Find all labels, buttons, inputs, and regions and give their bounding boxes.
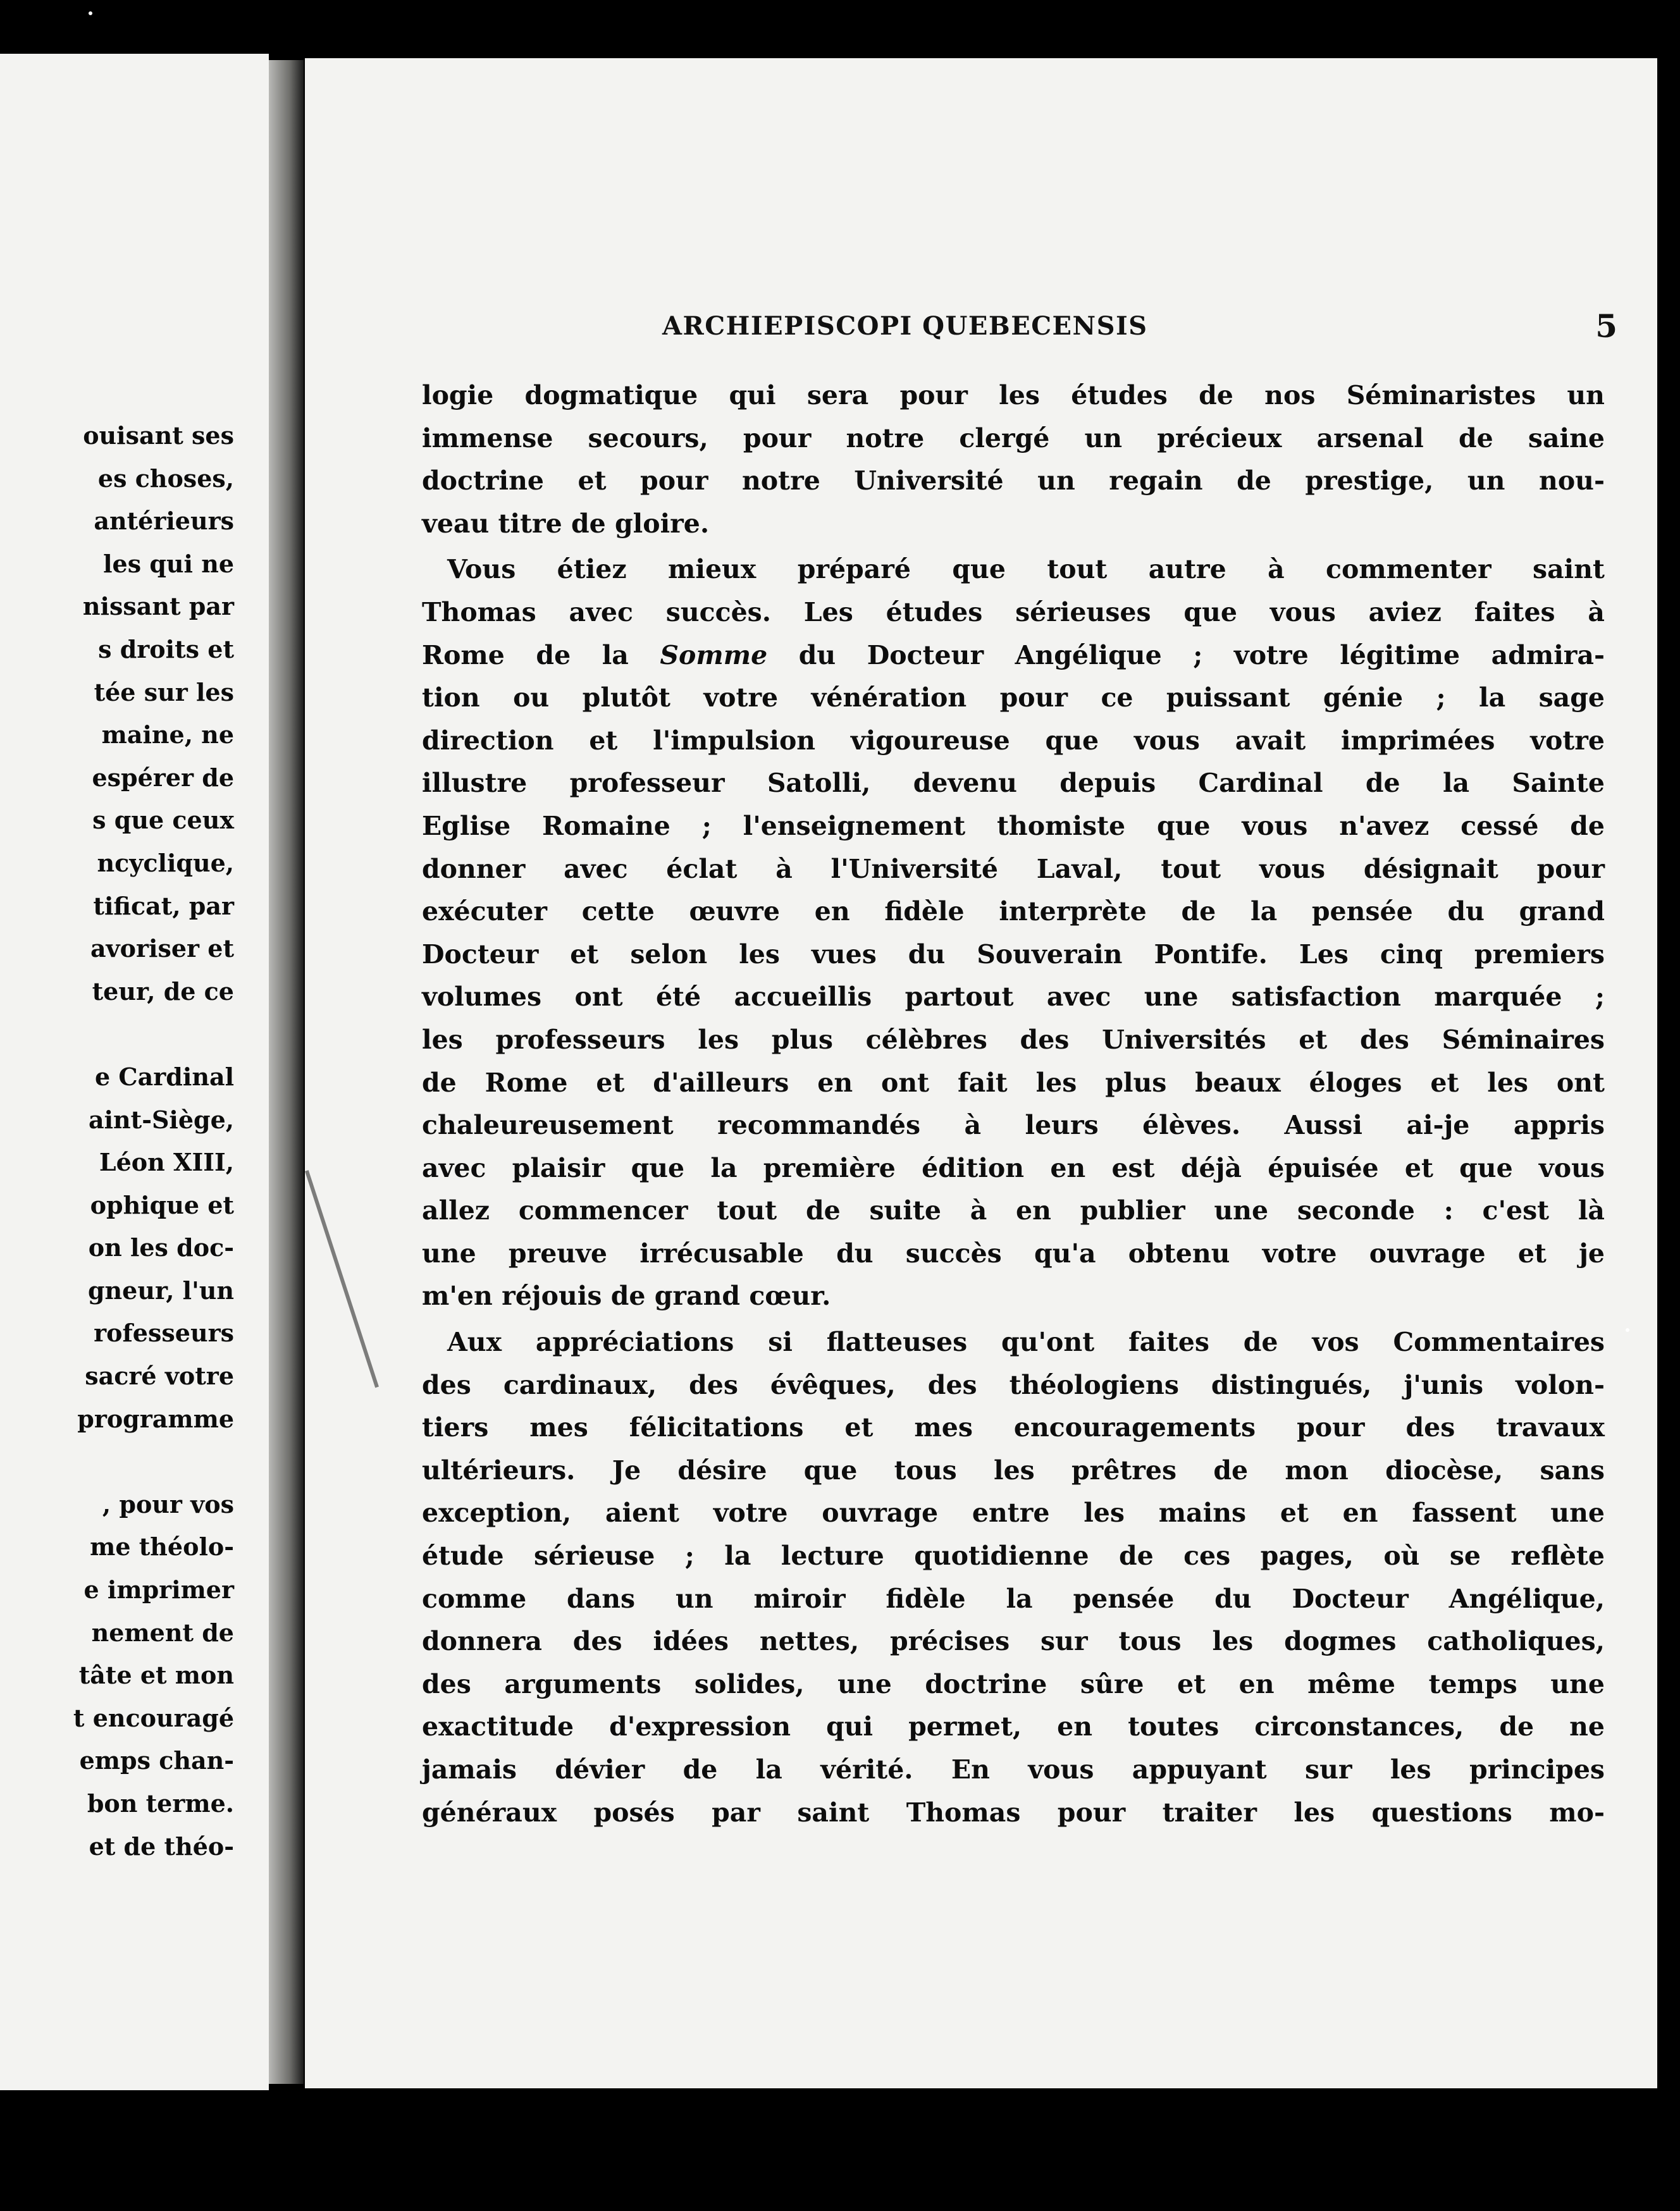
text-line: des cardinaux, des évêques, des théologiens distingués, j'unis volon- xyxy=(422,1369,1605,1400)
left-page-line: ncyclique, xyxy=(97,848,234,877)
text-line: Thomas avec succès. Les études sérieuses que vous aviez faites à xyxy=(422,596,1605,627)
left-page-line: nement de xyxy=(91,1618,234,1647)
left-page-line: emps chan- xyxy=(79,1746,234,1775)
left-page-line: me théolo- xyxy=(90,1532,234,1561)
text-line: donner avec éclat à l'Université Laval, tout vous désignait pour xyxy=(422,853,1605,884)
left-page-line: ophique et xyxy=(90,1190,234,1219)
left-page-line: ouisant ses xyxy=(83,421,234,450)
text-line: veau titre de gloire. xyxy=(422,508,710,539)
running-head xyxy=(662,307,1617,355)
text-line: tiers mes félicitations et mes encouragements pour des travaux xyxy=(422,1412,1605,1443)
left-page-line: antérieurs xyxy=(94,507,234,536)
left-page-fragment xyxy=(0,54,269,2090)
text-line: de Rome et d'ailleurs en ont fait les plus beaux éloges et les ont xyxy=(422,1067,1605,1098)
left-page-line: on les doc- xyxy=(88,1233,234,1262)
left-page-line: t encouragé xyxy=(73,1703,234,1732)
page-number: 5 xyxy=(1595,307,1617,345)
left-page-line: Léon XIII, xyxy=(99,1148,234,1177)
text-line: Docteur et selon les vues du Souverain Pontife. Les cinq premiers xyxy=(422,939,1605,970)
text-line: immense secours, pour notre clergé un précieux arsenal de saine xyxy=(422,422,1605,453)
text-line: logie dogmatique qui sera pour les études de nos Séminaristes un xyxy=(422,380,1605,410)
text-line: exécuter cette œuvre en fidèle interprète de la pensée du grand xyxy=(422,896,1605,927)
text-line: exception, aient votre ouvrage entre les mains et en fassent une xyxy=(422,1498,1605,1529)
text-line: direction et l'impulsion vigoureuse que vous avait imprimées votre xyxy=(422,725,1605,756)
left-page-line: programme xyxy=(77,1404,234,1433)
left-page-line: tâte et mon xyxy=(78,1661,234,1690)
text-line: allez commencer tout de suite à en publier une seconde : c'est là xyxy=(422,1195,1605,1226)
left-page-line: s que ceux xyxy=(92,806,234,835)
text-line: des arguments solides, une doctrine sûre et en même temps une xyxy=(422,1668,1605,1699)
film-speck xyxy=(1626,1328,1629,1332)
text-line: avec plaisir que la première édition en est déjà épuisée et que vous xyxy=(422,1152,1605,1183)
text-line: chaleureusement recommandés à leurs élèves. Aussi ai-je appris xyxy=(422,1110,1605,1141)
body-text xyxy=(422,374,1605,1834)
left-page-line: e imprimer xyxy=(83,1575,234,1604)
left-page-text xyxy=(73,414,234,1868)
book-gutter xyxy=(269,60,304,2084)
left-page-line: nissant par xyxy=(82,592,234,621)
text-line: tion ou plutôt votre vénération pour ce puissant génie ; la sage xyxy=(422,682,1605,713)
left-page-line: les qui ne xyxy=(103,549,234,578)
left-page-line: aint-Siège, xyxy=(88,1105,234,1134)
left-page-gap xyxy=(73,1440,234,1483)
running-title: ARCHIEPISCOPI QUEBECENSIS xyxy=(662,311,1148,341)
text-line: volumes ont été accueillis partout avec une satisfaction marquée ; xyxy=(422,982,1605,1013)
text-line: comme dans un miroir fidèle la pensée du Docteur Angélique, xyxy=(422,1583,1605,1614)
left-page-line: es choses, xyxy=(97,464,234,493)
right-page xyxy=(305,58,1657,2088)
text-line: étude sérieuse ; la lecture quotidienne de ces pages, où se reflète xyxy=(422,1541,1605,1572)
text-line: Aux appréciations si flatteuses qu'ont faites de vos Commentaires xyxy=(447,1327,1605,1358)
left-page-line: rofesseurs xyxy=(94,1319,234,1348)
text-line: une preuve irrécusable du succès qu'a obtenu votre ouvrage et je xyxy=(422,1238,1605,1269)
left-page-line: sacré votre xyxy=(85,1362,234,1391)
left-page-line: maine, ne xyxy=(101,720,234,749)
text-line: illustre professeur Satolli, devenu depuis Cardinal de la Sainte xyxy=(422,768,1605,799)
text-line: les professeurs les plus célèbres des Universités et des Séminaires xyxy=(422,1024,1605,1055)
left-page-line: e Cardinal xyxy=(95,1062,234,1091)
text-line: jamais dévier de la vérité. En vous appuyant sur les principes xyxy=(422,1754,1605,1785)
left-page-line: gneur, l'un xyxy=(87,1276,234,1305)
text-line: doctrine et pour notre Université un regain de prestige, un nou- xyxy=(422,465,1605,496)
left-page-line: espérer de xyxy=(92,763,234,792)
left-page-line: tificat, par xyxy=(93,891,234,920)
text-line: exactitude d'expression qui permet, en toutes circonstances, de ne xyxy=(422,1711,1605,1742)
text-segment: du Docteur Angélique ; votre légitime admira- xyxy=(767,639,1605,670)
text-line xyxy=(422,634,1605,677)
film-speck xyxy=(89,11,92,15)
text-line: m'en réjouis de grand cœur. xyxy=(422,1281,831,1312)
left-page-line: et de théo- xyxy=(89,1832,234,1861)
text-line: Vous étiez mieux préparé que tout autre à commenter saint xyxy=(447,554,1605,585)
text-segment: Rome de la xyxy=(422,639,660,670)
text-line: Eglise Romaine ; l'enseignement thomiste que vous n'avez cessé de xyxy=(422,810,1605,841)
left-page-gap xyxy=(73,1013,234,1056)
left-page-line: teur, de ce xyxy=(92,976,234,1006)
text-line: ultérieurs. Je désire que tous les prêtres de mon diocèse, sans xyxy=(422,1455,1605,1486)
left-page-line: avoriser et xyxy=(90,934,234,963)
left-page-line: s droits et xyxy=(98,634,234,663)
italic-title: Somme xyxy=(660,639,768,670)
left-page-line: , pour vos xyxy=(102,1489,234,1518)
text-line: généraux posés par saint Thomas pour traiter les questions mo- xyxy=(422,1797,1605,1828)
text-line: donnera des idées nettes, précises sur tous les dogmes catholiques, xyxy=(422,1626,1605,1657)
film-scratch xyxy=(305,1170,379,1388)
left-page-line: bon terme. xyxy=(87,1789,234,1818)
left-page-line: tée sur les xyxy=(94,677,234,706)
